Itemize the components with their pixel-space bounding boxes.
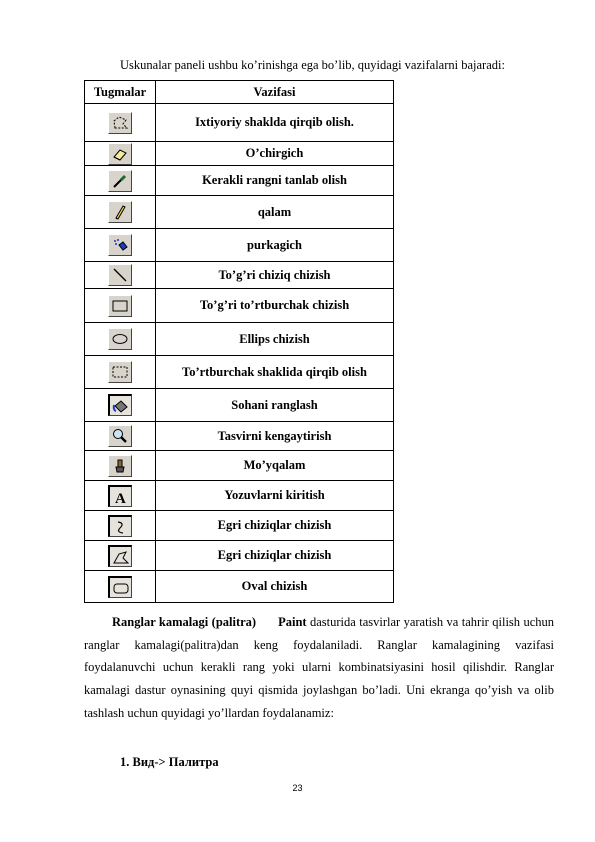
- tool-button-cell: [85, 323, 156, 356]
- tool-description: Egri chiziqlar chizish: [156, 511, 394, 541]
- rect-select-icon[interactable]: [108, 361, 132, 383]
- tool-button-cell: [85, 196, 156, 229]
- fill-bucket-icon[interactable]: [108, 394, 132, 416]
- table-row: [85, 422, 394, 451]
- tool-description: Ellips chizish: [156, 323, 394, 356]
- tool-button-cell: [85, 511, 156, 541]
- table-row: [85, 166, 394, 196]
- tool-description: Yozuvlarni kiritish: [156, 481, 394, 511]
- curve-icon[interactable]: [108, 515, 132, 537]
- tool-description: Tasvirni kengaytirish: [156, 422, 394, 451]
- tool-button-cell: [85, 229, 156, 262]
- tool-description: Sohani ranglash: [156, 389, 394, 422]
- table-row: [85, 262, 394, 289]
- table-row: [85, 451, 394, 481]
- header-buttons: Tugmalar: [85, 81, 156, 104]
- paragraph-body: dasturida tasvirlar yaratish va tahrir qilish uchun ranglar kamalagi(palitra)dan keng foydalaniladi. Ranglar kamalagining vazifasi foydalanuvchi uchun kerakli rang yoki ularni kombinatsiyasini hosil qilishdir. Ranglar kamalagi dastur oynasining quyi qismida joylashgan bo’ladi. Uni ekranga qo’yish va olib tashlash uchun quyidagi yo’llardan foydalanamiz:: [84, 615, 554, 720]
- tool-button-cell: [85, 104, 156, 142]
- table-row: [85, 196, 394, 229]
- tool-button-cell: [85, 422, 156, 451]
- tool-description: To’g’ri chiziq chizish: [156, 262, 394, 289]
- magnifier-icon[interactable]: [108, 425, 132, 447]
- tool-description: purkagich: [156, 229, 394, 262]
- free-select-icon[interactable]: [108, 112, 132, 134]
- table-header-row: [85, 81, 394, 104]
- tool-description: qalam: [156, 196, 394, 229]
- tool-button-cell: [85, 166, 156, 196]
- table-row: [85, 389, 394, 422]
- intro-text: Uskunalar paneli ushbu ko’rinishga ega bo’lib, quyidagi vazifalarni bajaradi:: [120, 58, 505, 72]
- table-row: [85, 571, 394, 603]
- table-row: [85, 541, 394, 571]
- table-row: [85, 511, 394, 541]
- tool-description: O’chirgich: [156, 142, 394, 166]
- tool-button-cell: [85, 289, 156, 323]
- polygon-icon[interactable]: [108, 545, 132, 567]
- eraser-icon[interactable]: [108, 143, 132, 165]
- brush-icon[interactable]: [108, 455, 132, 477]
- line-icon[interactable]: [108, 264, 132, 286]
- tool-button-cell: [85, 389, 156, 422]
- table-row: [85, 229, 394, 262]
- airbrush-icon[interactable]: [108, 234, 132, 256]
- tool-button-cell: [85, 142, 156, 166]
- pencil-icon[interactable]: [108, 201, 132, 223]
- table-row: [85, 289, 394, 323]
- table-row: [85, 356, 394, 389]
- svg-text:A: A: [115, 490, 126, 505]
- tool-description: Ixtiyoriy shaklda qirqib olish.: [156, 104, 394, 142]
- tool-description: Mo’yqalam: [156, 451, 394, 481]
- tool-description: Egri chiziqlar chizish: [156, 541, 394, 571]
- table-row: [85, 104, 394, 142]
- paint-word: Paint: [278, 615, 307, 629]
- tool-description: Kerakli rangni tanlab olish: [156, 166, 394, 196]
- tool-button-cell: [85, 356, 156, 389]
- ellipse-icon[interactable]: [108, 328, 132, 350]
- rounded-rect-icon[interactable]: [108, 576, 132, 598]
- color-picker-icon[interactable]: [108, 170, 132, 192]
- rectangle-icon[interactable]: [108, 295, 132, 317]
- tool-button-cell: [85, 571, 156, 603]
- palette-paragraph: [84, 611, 554, 725]
- tool-button-cell: [85, 262, 156, 289]
- page-number: 23: [292, 783, 303, 793]
- tool-description: To’rtburchak shaklida qirqib olish: [156, 356, 394, 389]
- tool-button-cell: [85, 541, 156, 571]
- tool-description: To’g’ri to’rtburchak chizish: [156, 289, 394, 323]
- tool-button-cell: [85, 451, 156, 481]
- table-row: [85, 142, 394, 166]
- tools-table: [84, 80, 394, 603]
- section-title: Ranglar kamalagi (palitra): [112, 615, 257, 629]
- table-row: [85, 481, 394, 511]
- table-row: [85, 323, 394, 356]
- header-function: Vazifasi: [156, 81, 394, 104]
- tool-button-cell: [85, 481, 156, 511]
- list-item: 1. Вид-> Палитра: [120, 755, 219, 769]
- tool-description: Oval chizish: [156, 571, 394, 603]
- text-tool-icon[interactable]: [108, 485, 132, 507]
